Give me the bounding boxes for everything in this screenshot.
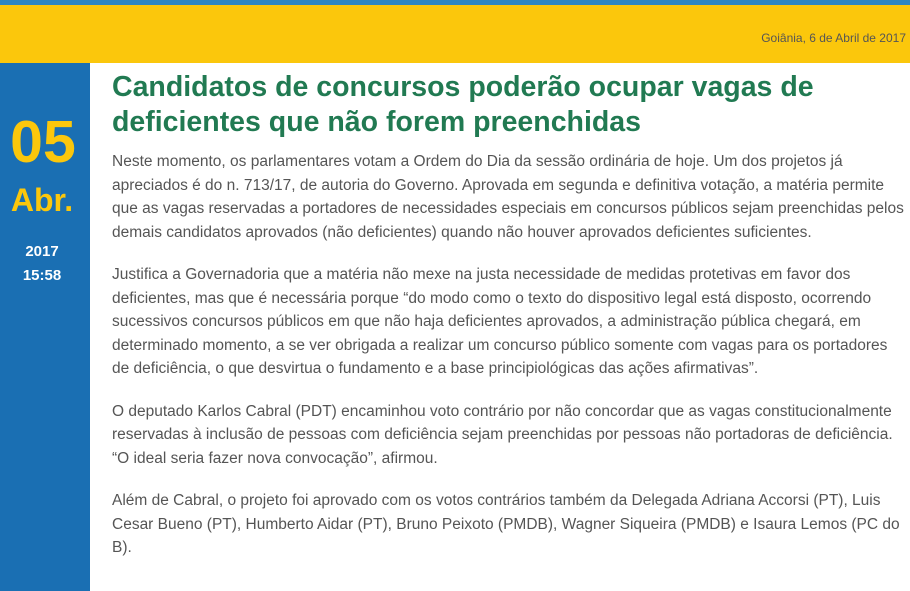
article-body — [112, 70, 906, 579]
publish-time: 15:58 — [22, 267, 62, 284]
header-bar — [0, 5, 910, 63]
article-paragraph: Além de Cabral, o projeto foi aprovado com os votos contrários também da Delegada Adriana Accorsi (PT), Luis Cesar Bueno (PT), Humberto Aidar (PT), Bruno Peixoto (PMDB), Wagner Siqueira (PMDB) e Isaura Lemos (PC do B). — [112, 492, 900, 556]
article-paragraph: O deputado Karlos Cabral (PDT) encaminhou voto contrário por não concordar que as vagas constitucionalmente reservadas à inclusão de pessoas com deficiência sejam preenchidas por pessoas não portadoras de deficiência. “O ideal seria fazer nova convocação”, afirmou. — [112, 402, 893, 467]
publish-day: 05 — [10, 109, 76, 175]
article-paragraph: Neste momento, os parlamentares votam a Ordem do Dia da sessão ordinária de hoje. Um dos projetos já apreciados é do n. 713/17, de autoria do Governo. Aprovada em segunda e definitiva votação, a matéria permite que as vagas reservadas a portadores de necessidades especiais em concursos públicos sejam preenchidas pelos demais candidatos aprovados (não deficientes) quando não houver aprovados deficientes suficientes. — [112, 153, 904, 241]
header-date: Goiânia, 6 de Abril de 2017 — [761, 31, 906, 45]
publish-month: Abr. — [10, 182, 74, 218]
publish-year: 2017 — [25, 243, 59, 260]
article-headline: Candidatos de concursos poderão ocupar vagas de deficientes que não forem preenchidas — [112, 71, 814, 138]
article-paragraph: Justifica a Governadoria que a matéria não mexe na justa necessidade de medidas protetivas em favor dos deficientes, mas que é necessária porque “do modo como o texto do dispositivo legal está disposto, ocorrendo sucessivos concursos públicos em que não haja deficientes aprovados, a administração pública chegará, em determinado momento, a se ver obrigada a realizar um concurso público somente com vagas para os portadores de deficiência, o que desvirtua o fundamento e a base principiológicas das ações afirmativas”. — [112, 266, 888, 377]
date-sidebar — [0, 63, 90, 591]
